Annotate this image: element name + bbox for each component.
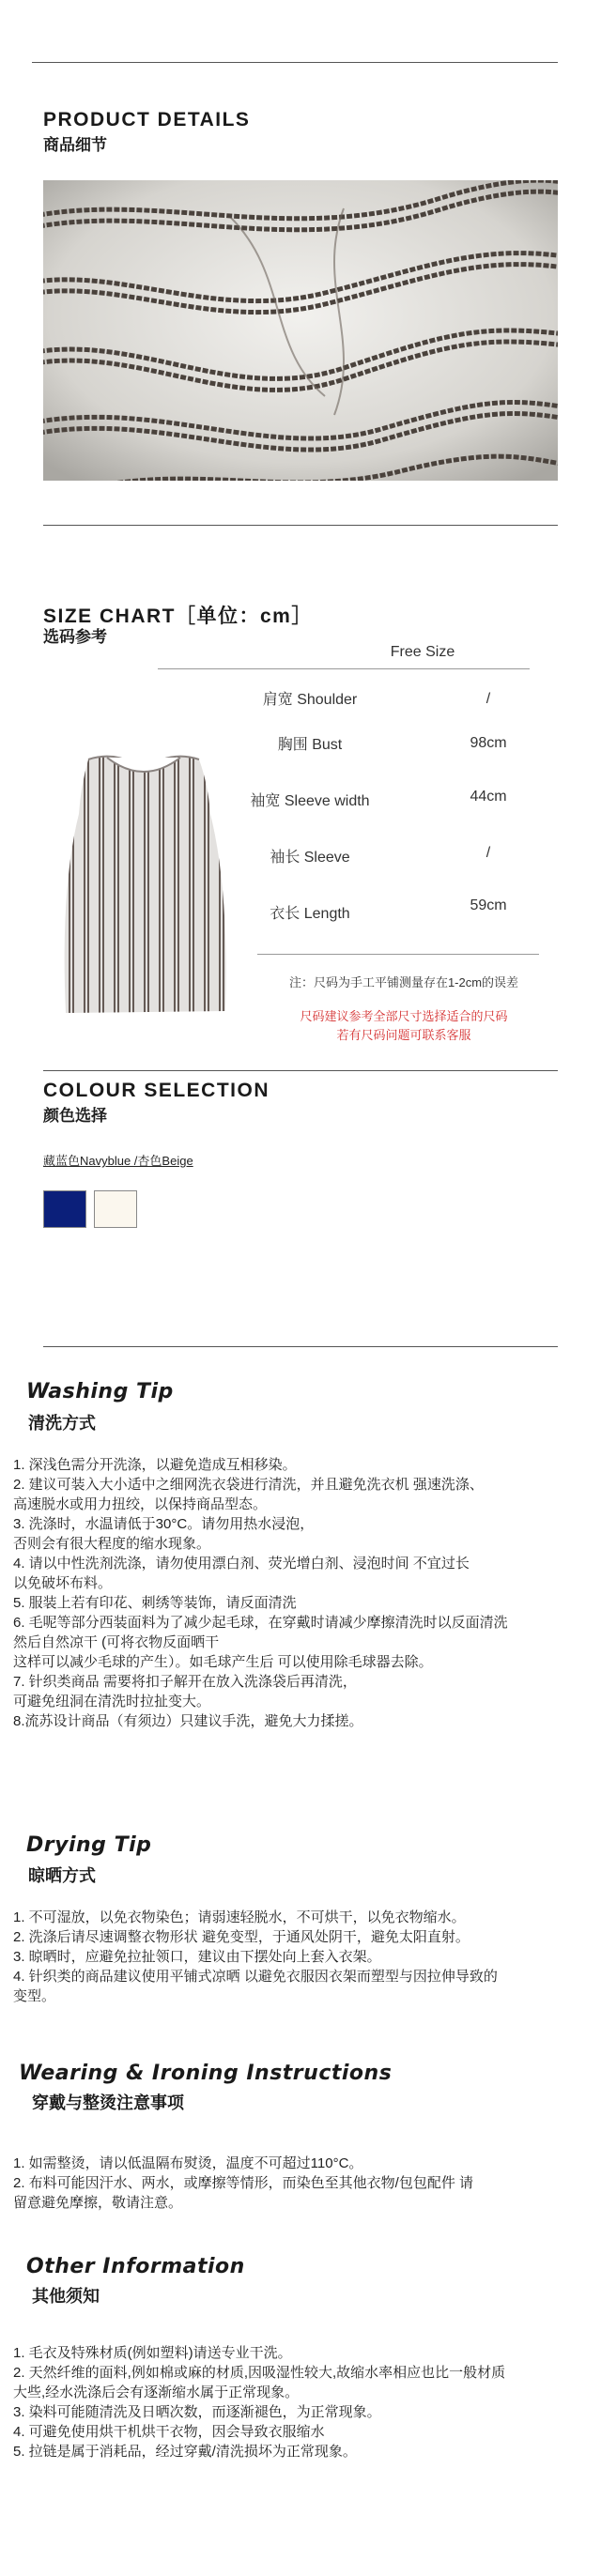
other-title: Other Information xyxy=(26,2255,245,2278)
colour-subtitle: 颜色选择 xyxy=(43,1107,107,1125)
size-row-value: 98cm xyxy=(470,735,507,751)
drying-item: 1. 不可湿放，以免衣物染色；请弱速轻脱水，不可烘干，以免衣物缩水。 xyxy=(13,1909,466,1925)
drying-item: 2. 洗涤后请尽速调整衣物形状 避免变型，于通风处阴干，避免太阳直射。 xyxy=(13,1929,470,1945)
washing-item: 6. 毛呢等部分西装面料为了减少起毛球，在穿戴时请减少摩擦清洗时以反面清洗 然后自然凉干 (可将衣物反面晒干 这样可以减少毛球的产生）。如毛球产生后 可以使用除毛球器去除。 xyxy=(13,1615,508,1670)
other-subtitle: 其他须知 xyxy=(32,2287,100,2306)
drying-item: 4. 针织类的商品建议使用平铺式凉晒 以避免衣服因衣架而塑型与因拉伸导致的 变型。 xyxy=(13,1969,498,2004)
size-row-label: 袖宽 Sleeve width xyxy=(250,793,370,809)
drying-item: 3. 晾晒时，应避免拉扯领口，建议由下摆处向上套入衣架。 xyxy=(13,1949,381,1965)
washing-item: 7. 针织类商品 需要将扣子解开在放入洗涤袋后再清洗， 可避免纽洞在清洗时拉扯变大。 xyxy=(13,1674,357,1710)
drying-title: Drying Tip xyxy=(26,1833,152,1857)
other-item: 5. 拉链是属于消耗品，经过穿戴/清洗损坏为正常现象。 xyxy=(13,2444,357,2460)
other-item: 1. 毛衣及特殊材质(例如塑料)请送专业干洗。 xyxy=(13,2345,292,2361)
other-item: 3. 染料可能随清洗及日晒次数，而逐渐褪色，为正常现象。 xyxy=(13,2404,381,2420)
ironing-title: Wearing & Ironing Instructions xyxy=(19,2062,393,2085)
ironing-list xyxy=(13,2154,592,2213)
ironing-subtitle: 穿戴与整烫注意事项 xyxy=(32,2093,184,2112)
size-header-line xyxy=(158,668,530,669)
size-row-label: 袖长 Sleeve xyxy=(270,850,350,866)
size-row-value: 44cm xyxy=(470,789,507,805)
size-note: 注：尺码为手工平铺测量存在1-2cm的误差 xyxy=(288,975,519,989)
washing-item: 2. 建议可装入大小适中之细网洗衣袋进行清洗，并且避免洗衣机 强速洗涤、 高速脱水或用力扭绞，以保持商品型态。 xyxy=(13,1477,484,1512)
divider-top xyxy=(32,62,558,63)
size-red-note-1: 尺码建议参考全部尺寸选择适合的尺码 xyxy=(300,1009,508,1023)
other-item: 4. 可避免使用烘干机烘干衣物，因会导致衣服缩水 xyxy=(13,2424,325,2440)
divider-after-colour xyxy=(43,1346,558,1347)
washing-item: 3. 洗涤时，水温请低于30°C。请勿用热水浸泡， 否则会有很大程度的缩水现象。 xyxy=(13,1516,315,1552)
garment-image xyxy=(51,748,237,1019)
colour-options-text: 藏蓝色Navyblue /杏色Beige xyxy=(43,1154,193,1168)
washing-title: Washing Tip xyxy=(26,1380,174,1403)
drying-subtitle: 晾晒方式 xyxy=(28,1866,96,1885)
size-row-label: 肩宽 Shoulder xyxy=(262,692,358,708)
size-chart-subtitle: 选码参考 xyxy=(43,628,107,646)
divider-after-size xyxy=(43,1070,558,1071)
ironing-item: 1. 如需整烫，请以低温隔布熨烫，温度不可超过110°C。 xyxy=(13,2155,363,2171)
swatch-beige[interactable] xyxy=(94,1190,137,1228)
size-row-label: 胸围 Bust xyxy=(277,737,343,753)
ironing-item: 2. 布料可能因汗水、两水，或摩擦等情形，而染色至其他衣物/包包配件 请 留意避免摩擦，敬请注意。 xyxy=(13,2175,474,2211)
drying-list xyxy=(13,1908,592,2006)
size-footer-line xyxy=(257,954,539,955)
washing-subtitle: 清洗方式 xyxy=(28,1414,96,1433)
washing-list xyxy=(13,1455,592,1731)
washing-item: 8.流苏设计商品（有须边）只建议手洗，避免大力揉搓。 xyxy=(13,1713,363,1729)
product-details-title: PRODUCT DETAILS xyxy=(43,109,251,130)
size-column-header: Free Size xyxy=(390,644,455,660)
size-red-note-2: 若有尺码问题可联系客服 xyxy=(336,1028,471,1042)
size-row-label: 衣长 Length xyxy=(270,906,350,922)
size-chart-title: SIZE CHART［单位：cm］ xyxy=(43,606,313,627)
colour-title: COLOUR SELECTION xyxy=(43,1080,270,1101)
washing-item: 4. 请以中性洗剂洗涤，请勿使用漂白剂、荧光增白剂、浸泡时间 不宜过长 以免破坏布料。 xyxy=(13,1556,470,1591)
swatch-navyblue[interactable] xyxy=(43,1190,86,1228)
fabric-detail-image xyxy=(43,180,558,481)
size-row-value: 59cm xyxy=(470,897,507,913)
other-item: 2. 天然纤维的面料,例如棉或麻的材质,因吸湿性较大,故缩水率相应也比一般材质 大些,经水洗涤后会有逐渐缩水属于正常现象。 xyxy=(13,2365,506,2400)
washing-item: 5. 服装上若有印花、刺绣等装饰，请反面清洗 xyxy=(13,1595,297,1611)
divider-after-details xyxy=(43,525,558,526)
washing-item: 1. 深浅色需分开洗涤，以避免造成互相移染。 xyxy=(13,1457,297,1473)
product-details-subtitle: 商品细节 xyxy=(43,136,107,154)
size-row-value: / xyxy=(485,691,491,707)
other-list xyxy=(13,2343,592,2461)
size-row-value: / xyxy=(485,845,491,861)
